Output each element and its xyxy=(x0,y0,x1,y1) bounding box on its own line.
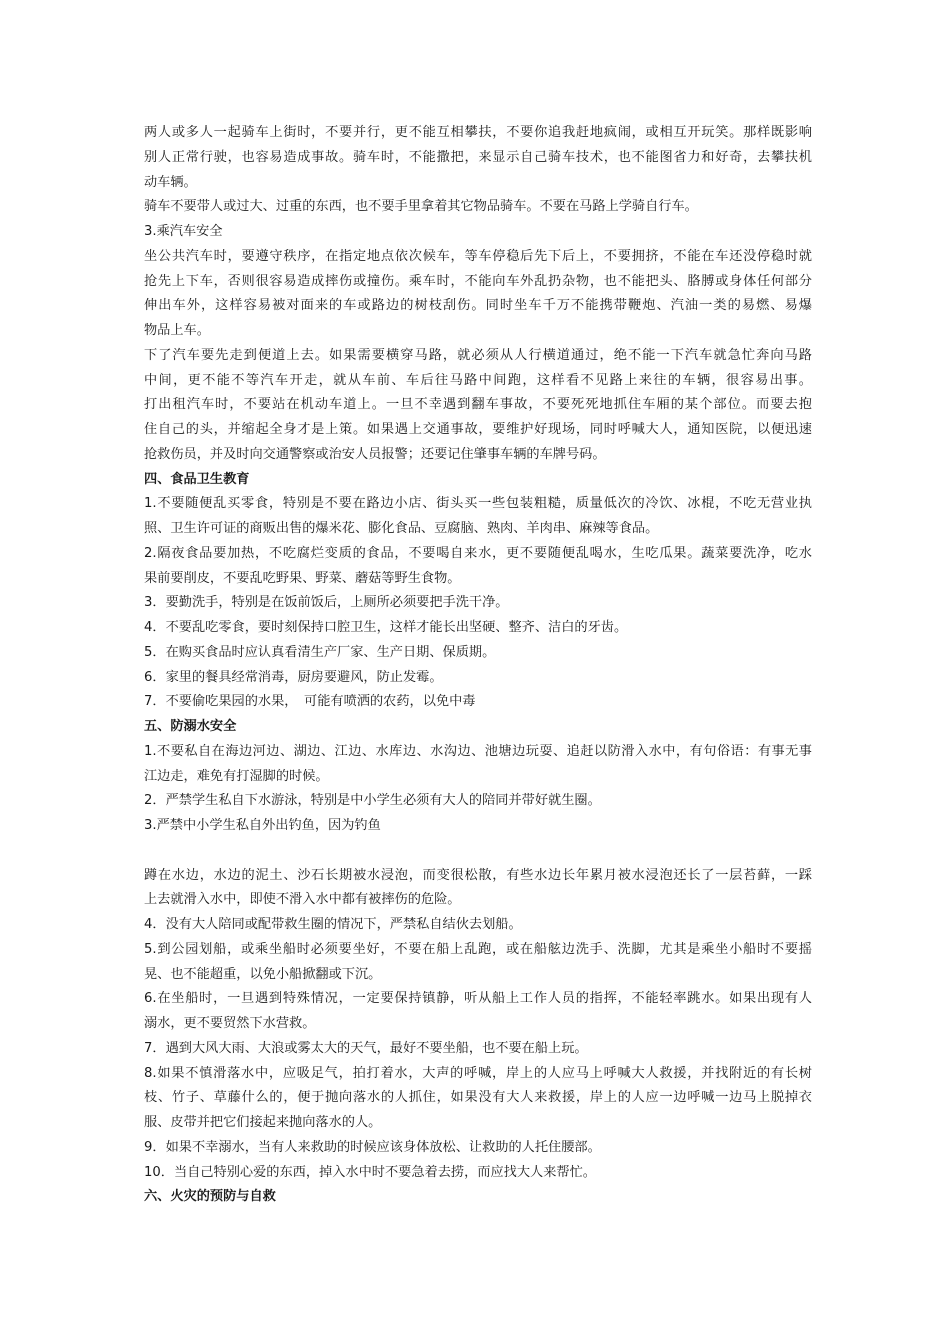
paragraph-line: 2．严禁学生私自下水游泳，特别是中小学生必须有大人的陪同并带好就生圈。 xyxy=(144,793,601,809)
paragraph-line: 住自己的头，并缩起全身才是上策。如果遇上交通事故，要维护好现场，同时呼喊大人，通知医院，以便迅速 xyxy=(144,422,812,437)
paragraph-line: 4．不要乱吃零食，要时刻保持口腔卫生，这样才能长出坚硬、整齐、洁白的牙齿。 xyxy=(144,620,628,635)
paragraph-line: 坐公共汽车时，要遵守秩序，在指定地点依次候车，等车停稳后先下后上，不要拥挤，不能在车还没停稳时就 xyxy=(144,248,812,264)
blank-line xyxy=(144,839,812,864)
paragraph-line: 中间，更不能不等汽车开走，就从车前、车后往马路中间跑，这样看不见路上来往的车辆，很容易出事。 xyxy=(144,372,812,388)
paragraph-line: 3.严禁中小学生私自外出钓鱼，因为钓鱼 xyxy=(144,818,381,833)
paragraph-line: 3．要勤洗手，特别是在饭前饭后，上厕所必须要把手洗干净。 xyxy=(144,595,509,611)
section-heading-fire-safety: 六、火灾的预防与自救 xyxy=(144,1189,276,1205)
paragraph-line: 动车辆。 xyxy=(144,174,197,190)
paragraph-line: 服、皮带并把它们接起来抛向落水的人。 xyxy=(144,1115,382,1130)
paragraph-line: 晃、也不能超重，以免小船掀翻或下沉。 xyxy=(144,966,382,982)
paragraph-line: 果前要削皮，不要乱吃野果、野菜、蘑菇等野生食物。 xyxy=(144,570,461,586)
paragraph-line: 抢先上下车，否则很容易造成摔伤或撞伤。乘车时，不能向车外乱扔杂物，也不能把头、胳膊或身体任何部分 xyxy=(144,273,812,289)
paragraph-line: 物品上车。 xyxy=(144,323,210,338)
paragraph-line: 伸出车外，这样容易被对面来的车或路边的树枝刮伤。同时坐车千万不能携带鞭炮、汽油一类的易燃、易爆 xyxy=(144,298,812,314)
paragraph-line: 5.到公园划船，或乘坐船时必须要坐好，不要在船上乱跑，或在船舷边洗手、洗脚，尤其是乘坐小船时不要摇 xyxy=(144,941,812,957)
paragraph-line: 溺水，更不要贸然下水营救。 xyxy=(144,1016,316,1031)
paragraph-line: 上去就滑入水中，即使不滑入水中都有被摔伤的危险。 xyxy=(144,892,461,908)
paragraph-line: 枝、竹子、草藤什么的，便于抛向落水的人抓住，如果没有大人来救援，岸上的人应一边呼喊一边马上脱掉衣 xyxy=(144,1090,812,1106)
paragraph-line: 7．不要偷吃果园的水果， 可能有喷洒的农药，以免中毒 xyxy=(144,694,476,710)
paragraph-line: 抢救伤员，并及时向交通警察或治安人员报警；还要记住肇事车辆的车牌号码。 xyxy=(144,446,606,462)
paragraph-line: 蹲在水边，水边的泥土、沙石长期被水浸泡，而变很松散，有些水边长年累月被水浸泡还长了一层苔藓，一踩 xyxy=(144,867,812,883)
paragraph-line: 1.不要私自在海边河边、湖边、江边、水库边、水沟边、池塘边玩耍、追赶以防滑入水中，有句俗语：有事无事 xyxy=(144,743,812,759)
paragraph-line: 江边走，难免有打湿脚的时候。 xyxy=(144,768,329,784)
paragraph-line: 1.不要随便乱买零食，特别是不要在路边小店、街头买一些包装粗糙，质量低次的冷饮、冰棍，不吃无营业执 xyxy=(144,496,812,512)
paragraph-line: 10．当自己特别心爱的东西，掉入水中时不要急着去捞，而应找大人来帮忙。 xyxy=(144,1164,596,1180)
paragraph-line: 7．遇到大风大雨、大浪或雾太大的天气，最好不要坐船，也不要在船上玩。 xyxy=(144,1040,588,1056)
paragraph-line: 4．没有大人陪同或配带救生圈的情况下，严禁私自结伙去划船。 xyxy=(144,917,522,932)
paragraph-line: 骑车不要带人或过大、过重的东西，也不要手里拿着其它物品骑车。不要在马路上学骑自行车。 xyxy=(144,199,698,215)
paragraph-line: 两人或多人一起骑车上街时，不要并行，更不能互相攀扶，不要你追我赶地疯闹，或相互开玩笑。那样既影响 xyxy=(144,125,812,140)
paragraph-line: 5．在购买食品时应认真看清生产厂家、生产日期、保质期。 xyxy=(144,644,496,660)
subsection-heading: 3.乘汽车安全 xyxy=(144,224,223,239)
section-heading-drowning-safety: 五、防溺水安全 xyxy=(144,719,237,734)
paragraph-line: 照、卫生许可证的商贩出售的爆米花、膨化食品、豆腐脑、熟肉、羊肉串、麻辣等食品。 xyxy=(144,521,659,536)
paragraph-line: 6.在坐船时，一旦遇到特殊情况，一定要保持镇静，听从船上工作人员的指挥，不能轻率跳水。如果出现有人 xyxy=(144,991,812,1007)
document-body xyxy=(144,121,812,1210)
paragraph-line: 8.如果不慎滑落水中，应吸足气，拍打着水，大声的呼喊，岸上的人应马上呼喊大人救援，并找附近的有长树 xyxy=(144,1065,812,1081)
paragraph-line: 6．家里的餐具经常消毒，厨房要避风，防止发霉。 xyxy=(144,669,443,685)
paragraph-line: 9．如果不幸溺水，当有人来救助的时候应该身体放松、让救助的人托住腰部。 xyxy=(144,1139,601,1155)
section-heading-food-safety: 四、食品卫生教育 xyxy=(144,471,250,487)
paragraph-line: 打出租汽车时，不要站在机动车道上。一旦不幸遇到翻车事故，不要死死地抓住车厢的某个部位。而要去抱 xyxy=(144,397,812,413)
paragraph-line: 下了汽车要先走到便道上去。如果需要横穿马路，就必须从人行横道通过，绝不能一下汽车就急忙奔向马路 xyxy=(144,347,812,363)
paragraph-line: 2.隔夜食品要加热，不吃腐烂变质的食品，不要喝自来水，更不要随便乱喝水，生吃瓜果。蔬菜要洗净，吃水 xyxy=(144,545,812,561)
paragraph-line: 别人正常行驶，也容易造成事故。骑车时，不能撒把，来显示自己骑车技术，也不能图省力和好奇，去攀扶机 xyxy=(144,149,812,165)
